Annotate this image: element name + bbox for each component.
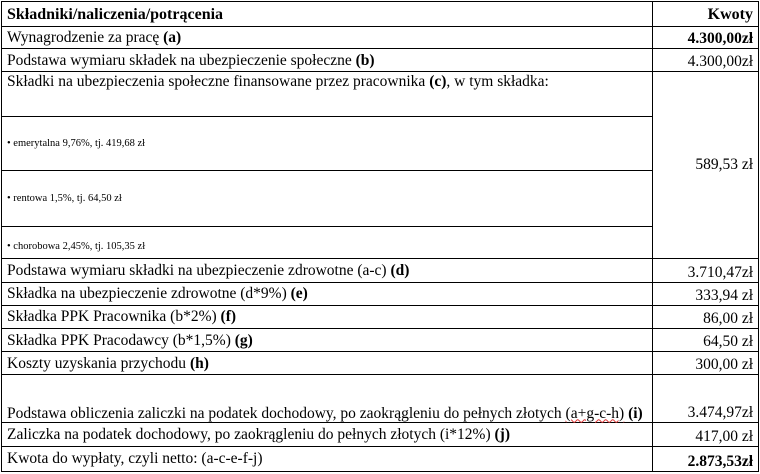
table-row — [2, 375, 759, 422]
row-amount: 589,53 zł — [653, 72, 759, 258]
row-label: Kwota do wypłaty, czyli netto: (a-c-e-f-j) — [2, 446, 653, 471]
row-label: Składka PPK Pracodawcy (b*1,5%) (g) — [2, 328, 653, 351]
row-amount: 3.474,97zł — [653, 375, 759, 422]
contribution-disability: • rentowa 1,5%, tj. 64,50 zł — [2, 171, 653, 227]
sub-item-row — [2, 226, 759, 258]
row-amount: 86,00 zł — [653, 305, 759, 328]
row-label: Składka na ubezpieczenie zdrowotne (d*9%) (e) — [2, 282, 653, 305]
table-row — [2, 258, 759, 282]
row-label: Koszty uzyskania przychodu (h) — [2, 352, 653, 375]
column-header-components: Składniki/naliczenia/potrącenia — [2, 2, 653, 27]
row-label: Wynagrodzenie za pracę (a) — [2, 27, 653, 49]
table-row — [2, 352, 759, 375]
table-header-row — [2, 2, 759, 27]
table-row — [2, 305, 759, 328]
row-label: Podstawa wymiaru składki na ubezpieczenie zdrowotne (a-c) (d) — [2, 258, 653, 282]
table-row — [2, 328, 759, 351]
row-amount: 333,94 zł — [653, 282, 759, 305]
row-label: Składki na ubezpieczenia społeczne finansowane przez pracownika (c), w tym składka: — [2, 72, 653, 116]
row-label: Zaliczka na podatek dochodowy, po zaokrągleniu do pełnych złotych (i*12%) (j) — [2, 422, 653, 446]
contribution-pension: • emerytalna 9,76%, tj. 419,68 zł — [2, 116, 653, 171]
payroll-table — [1, 1, 759, 472]
row-label: Podstawa obliczenia zaliczki na podatek dochodowy, po zaokrągleniu do pełnych złotych (a+g-c-h) (i) — [2, 375, 653, 422]
row-amount: 300,00 zł — [653, 352, 759, 375]
sub-item-row — [2, 116, 759, 171]
row-label: Podstawa wymiaru składek na ubezpieczenie społeczne (b) — [2, 49, 653, 72]
row-amount: 4.300,00zł — [653, 27, 759, 49]
contribution-sickness: • chorobowa 2,45%, tj. 105,35 zł — [2, 226, 653, 258]
table-row — [2, 49, 759, 72]
net-amount: 2.873,53zł — [653, 446, 759, 471]
column-header-amounts: Kwoty — [653, 2, 759, 27]
formula-text: (a+g-c-h) — [565, 404, 625, 422]
sub-item-row — [2, 171, 759, 227]
row-label: Składka PPK Pracownika (b*2%) (f) — [2, 305, 653, 328]
row-amount: 3.710,47zł — [653, 258, 759, 282]
table-row — [2, 282, 759, 305]
table-row — [2, 422, 759, 446]
row-amount: 417,00 zł — [653, 422, 759, 446]
table-row — [2, 27, 759, 49]
row-amount: 4.300,00zł — [653, 49, 759, 72]
table-row — [2, 72, 759, 116]
row-amount: 64,50 zł — [653, 328, 759, 351]
table-row — [2, 446, 759, 471]
